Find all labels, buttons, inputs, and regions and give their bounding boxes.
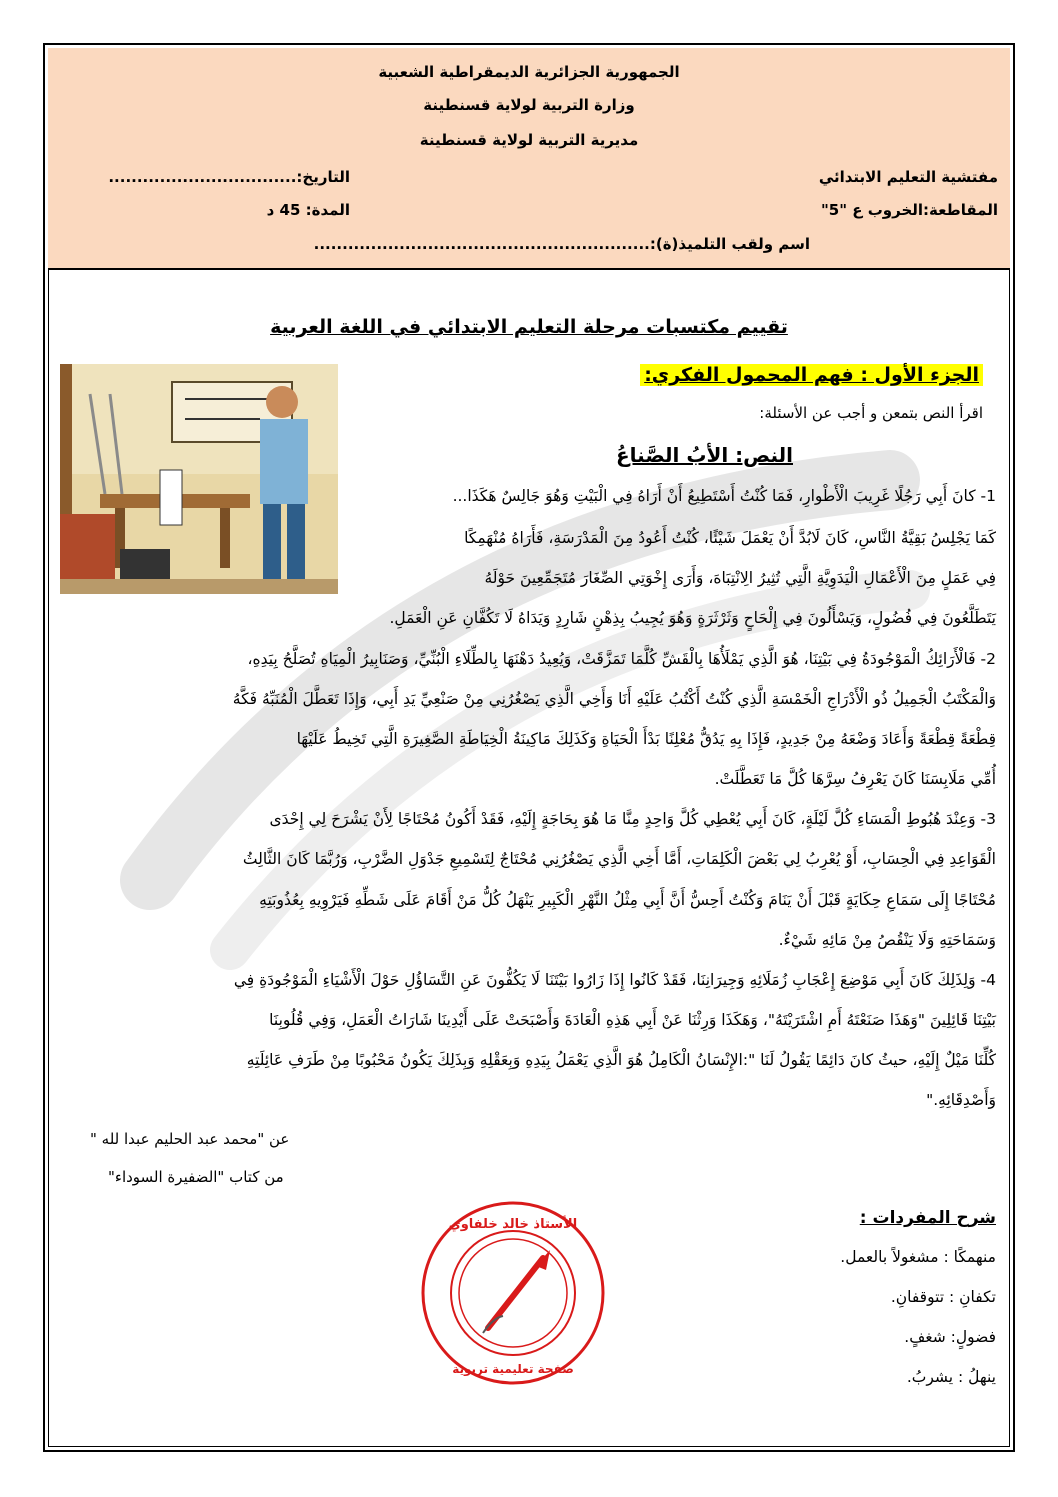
directorate-name: مديرية التربية لولاية قسنطينة — [419, 131, 639, 149]
republic-name: الجمهورية الجزائرية الديمقراطية الشعبية — [378, 63, 680, 81]
text-line-3: فِي عَمَلٍ مِنَ الْأَعْمَالِ الْيَدَوِيَّةِ الَّتِي تُثِيرُ الِانْتِبَاهَ، وَأَرَى إِخْوَتِي الصِّغَارَ مُتَجَمِّعِينَ حَوْلَهُ — [484, 569, 996, 587]
section-heading: الجزء الأول : فهم المحمول الفكري: — [640, 364, 983, 386]
vocab-item-2: تكفانِ : تتوقفانِ. — [890, 1288, 996, 1306]
text-line-7: قِطْعَةً قِطْعَةً وَأَعَادَ وَضْعَهُ مِنْ جَدِيدٍ، فَإِذَا بِهِ يَدُقُّ مُعْلِنًا بَدْأَ الْحَيَاةِ وَكَذَلِكَ مَاكِينَةُ الْخِيَاطَةِ الصَّغِيرَةِ الَّتِي تَخِيطُ عَلَيْهَا — [296, 730, 996, 748]
duration-label: المدة: 45 د — [266, 201, 350, 219]
book-attribution: من كتاب "الضفيرة السوداء" — [108, 1168, 284, 1186]
text-line-11: مُحْتَاجًا إِلَى سَمَاعِ حِكَايَةٍ قَبْلَ أَنْ يَنَامَ وَكُنْتُ أَحِسُّ أَنَّ أَبِي مِثْلُ النَّهْرِ الْكَبِيرِ يَنْهَلُ كُلُّ مَنْ أَقَامَ عَلَى شَطِّهِ فَيَرْوِيهِ بِعُذُوبَتِهِ — [259, 891, 996, 909]
text-title: النص: الأبُ الصَّناعُ — [616, 443, 793, 467]
district-label: المقاطعة:الخروب ع "5" — [820, 201, 998, 219]
stamp-top-text: الأستاذ خالد خلفاوي — [448, 1217, 578, 1232]
date-field: التاريخ:................................. — [108, 168, 350, 186]
exam-title: تقييم مكتسبات مرحلة التعليم الابتدائي في اللغة العربية — [270, 316, 788, 338]
vocab-item-1: منهمكًا : مشغولاً بالعمل. — [840, 1248, 996, 1266]
teacher-stamp-logo — [418, 1198, 608, 1388]
header-box — [48, 48, 1010, 270]
inspection-label: مفتشية التعليم الابتدائي — [818, 168, 998, 186]
author-attribution: عن "محمد عبد الحليم عبدا لله " — [90, 1130, 290, 1148]
text-line-10: الْقَوَاعِدِ فِي الْحِسَابِ، أَوْ يُعْرِبُ لِي بَعْضَ الْكَلِمَاتِ، أَمَّا أَخِي الَّذِي يَصْغُرُنِي مُحْتَاجٌ لِتَسْمِيعِ جَدْوَلِ الضَّرْبِ، وَرُبَّمَا كَانَ الثَّالِثُ — [242, 850, 996, 868]
reading-instruction: اقرأ النص بتمعن و أجب عن الأسئلة: — [759, 404, 983, 422]
illustration-father-workshop — [60, 364, 338, 594]
text-line-15: كُلِّنَا مَيْلٌ إِلَيْهِ، حيثُ كانَ دَائِمًا يَقُولُ لَنَا ":الإِنْسَانُ الْكَامِلُ هُوَ الَّذِي يَعْمَلُ بِيَدِهِ وَبِعَقْلِهِ وَبِذَلِكَ يَكُونُ مَحْبُوبًا مِنْ طَرَفِ عَائِلَتِهِ — [246, 1051, 996, 1069]
ministry-name: وزارة التربية لولاية قسنطينة — [423, 96, 635, 114]
text-line-1: 1- كانَ أَبِي رَجُلًا غَرِيبَ الْأَطْوارِ، فَمَا كُنْتُ أَسْتَطِيعُ أَنْ أَرَاهُ فِي الْبَيْتِ وَهُوَ جَالِسٌ هَكَذَا... — [452, 487, 996, 505]
text-line-13: 4- وَلِذَلِكَ كَانَ أَبِي مَوْضِعَ إِعْجَابِ زُمَلَائِهِ وَجِيرَانِنَا، فَقَدْ كَانُوا إِذَا زَارُوا بَيْتَنَا لَا يَكُفُّونَ عَنِ التَّسَاؤُلِ حَوْلَ الْأَشْيَاءِ الْمَوْجُودَةِ فِي — [233, 971, 996, 989]
text-line-8: أُمِّي مَلَابِسَنَا كَانَ يَعْرِفُ سِرَّهَا كُلَّ مَا تَعَطَّلَتْ. — [714, 770, 996, 788]
text-line-16: وَأَصْدِقَائِهِ." — [926, 1091, 996, 1109]
stamp-bottom-text: صفحة تعليمية تربوية — [452, 1362, 574, 1376]
text-line-14: بَيْتِنَا قَائِلِينَ "وَهَذَا صَنَعْتَهُ أَمِ اشْتَرَيْتَهُ"، وَهَكَذَا وَرِثْنَا عَنْ أَبِي هَذِهِ الْعَادَةَ وَأَصْبَحَتْ عَلَى أَيْدِينَا شَارَاتُ الْعَمَلِ، وَفِي قُلُوبِنَا — [269, 1011, 996, 1029]
text-line-9: 3- وَعِنْدَ هُبُوطِ الْمَسَاءِ كُلَّ لَيْلَةٍ، كَانَ أَبِي يُعْطِي كُلَّ وَاحِدٍ مِنَّا مَا هُوَ بِحَاجَةٍ إِلَيْهِ، فَقَدْ أَكُونُ مُحْتَاجًا لِأَنْ يَشْرَحَ لِي إِحْدَى — [269, 810, 996, 828]
student-name-field: اسم ولقب التلميذ(ة):........................................................... — [313, 235, 810, 253]
text-line-2: كَمَا يَجْلِسُ بَقِيَّةُ النَّاسِ، كَانَ لَابُدَّ أَنْ يَعْمَلَ شَيْئًا، كُنْتُ أَعُودُ مِنَ الْمَدْرَسَةِ، فَأَرَاهُ مُنْهَمِكًا — [464, 529, 996, 547]
text-line-5: 2- فَالْأَرَائِكُ الْمَوْجُودَةُ فِي بَيْتِنَا، هُوَ الَّذِي يَمْلَأُهَا بِالْقَشِّ كُلَّمَا تَمَزَّقَتْ، وَيُعِيدُ دَهْنَهَا بِالطِّلَاءِ الْبُنِّيِّ، وَصَنَابِيرُ الْمِيَاهِ تُصَلَّحُ بِيَدِهِ، — [247, 650, 996, 668]
vocabulary-heading: شرح المفردات : — [859, 1208, 996, 1228]
vocab-item-3: فضولٍ: شغفٍ. — [904, 1328, 996, 1346]
text-line-12: وَسَمَاحَتِهِ وَلَا يَنْقُصُ مِنْ مَائِهِ شَيْءٌ. — [778, 931, 996, 949]
text-line-6: وَالْمَكْتَبُ الْجَمِيلُ ذُو الْأَدْرَاجِ الْخَمْسَةِ الَّذِي كُنْتُ أَكْتُبُ عَلَيْهِ أَنَا وَأَخِي الَّذِي يَصْغُرُنِي مِنْ صَنْعِيِّ يَدِ أَبِي، وَإِذَا تَعَطَّلَ الْمُنَبِّهُ فَكَّهُ — [232, 690, 996, 708]
vocab-item-4: ينهلُ : يشربُ. — [906, 1368, 996, 1386]
text-line-4: يَتَطَلَّعُونَ فِي فُضُولٍ، وَيَسْأَلُونَ فِي إِلْحَاحٍ وَثَرْثَرَةٍ وَهُوَ يُجِيبُ بِذِهْنٍ شَارِدٍ وَيَدَاهُ لَا تَكُفَّانِ عَنِ الْعَمَلِ. — [389, 609, 996, 627]
